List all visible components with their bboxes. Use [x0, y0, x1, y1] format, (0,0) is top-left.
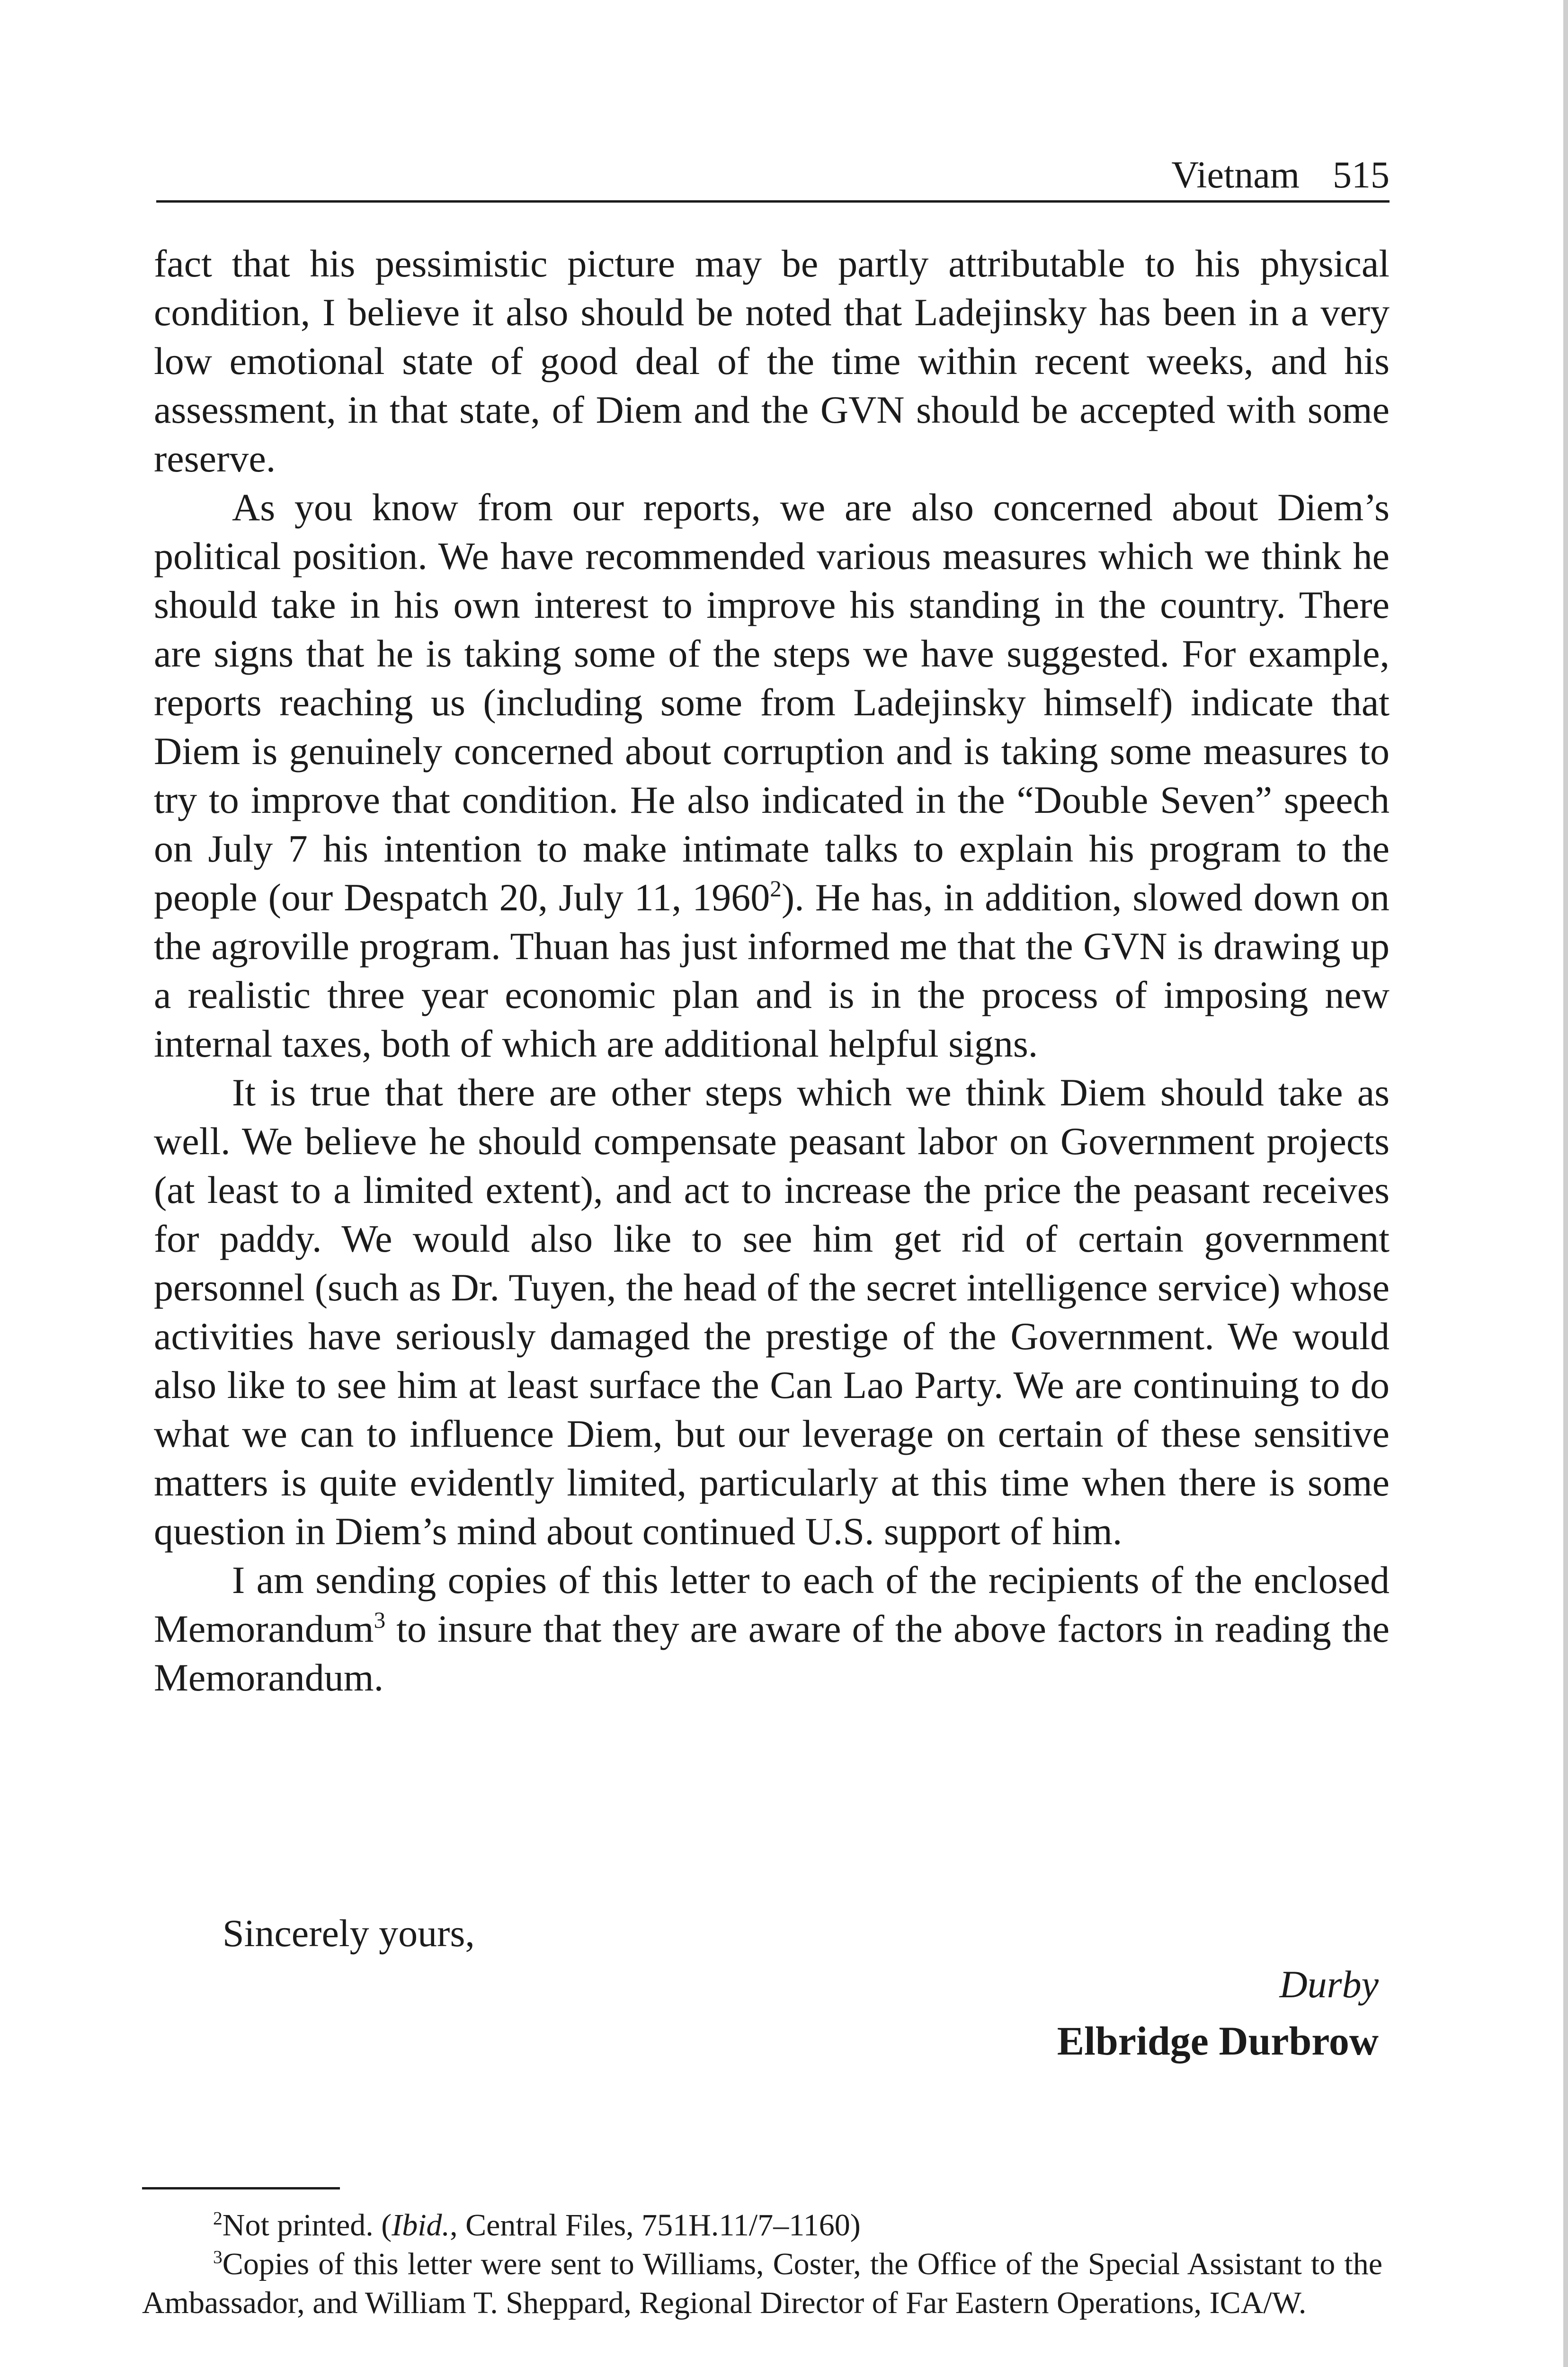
paragraph-4 [154, 1556, 1390, 1702]
letter-body [154, 239, 1390, 1702]
footnote-ref-2: 2 [770, 875, 782, 902]
paragraph-3: It is true that there are other steps which we think Diem should take as well. We believe he should compensate peasant labor on Government projects (at least to a limited extent), and act to increase the price the peasant receives for paddy. We would also like to see him get rid of certain government personnel (such as Dr. Tuyen, the head of the secret intelligence service) whose activities have seriously damaged the prestige of the Government. We would also like to see him at least surface the Can Lao Party. We are continuing to do what we can to influence Diem, but our leverage on certain of these sensitive matters is quite evidently limited, particularly at this time when there is some question in Diem’s mind about continued U.S. support of him. [154, 1071, 1390, 1553]
footnote-2-ibid: Ibid. [392, 2208, 450, 2242]
paragraph-4-text-b: to insure that they are aware of the above factors in reading the Memorandum. [154, 1607, 1390, 1699]
footnote-2-text-a: Not printed. ( [222, 2208, 392, 2242]
header-rule [156, 200, 1390, 203]
running-head-title: Vietnam [1171, 154, 1300, 196]
footnote-2-marker: 2 [213, 2207, 223, 2229]
paragraph-2 [154, 483, 1390, 1068]
footnote-3 [142, 2245, 1382, 2323]
paragraph-1: fact that his pessimistic picture may be partly attributable to his physical condition, I believe it also should be noted that Ladejinsky has been in a very low emotional state of good deal of the time within recent weeks, and his assessment, in that state, of Diem and the GVN should be accepted with some reserve. [154, 242, 1390, 480]
footnote-2 [142, 2206, 1382, 2245]
signer-name: Elbridge Durbrow [1057, 2018, 1379, 2064]
page-edge [1563, 0, 1568, 2367]
paragraph-4-text-a: I am sending copies of this letter to each of the recipients of the enclosed Memorandum [154, 1558, 1390, 1650]
signature: Durby [1279, 1963, 1379, 2006]
footnote-3-marker: 3 [213, 2246, 223, 2268]
paragraph-2-text-a: As you know from our reports, we are also concerned about Diem’s political position. We have recommended various measures which we think he should take in his own interest to improve his standing in the country. There are signs that he is taking some of the steps we have suggested. For example, reports reaching us (including some from Ladejinsky himself) indicate that Diem is genuinely concerned about corruption and is taking some measures to try to improve that condition. He also indicated in the “Double Seven” speech on July 7 his intention to make intimate talks to explain his program to the people (our Despatch 20, July 11, 1960 [154, 486, 1390, 919]
page-number: 515 [1333, 154, 1390, 196]
closing: Sincerely yours, [223, 1912, 475, 1955]
footnote-ref-3: 3 [374, 1607, 386, 1633]
footnotes [142, 2206, 1382, 2323]
running-head [154, 151, 1390, 199]
footnote-2-text-b: , Central Files, 751H.11/7–1160) [450, 2208, 861, 2242]
footnote-3-text: Copies of this letter were sent to Williams, Coster, the Office of the Special Assistant to the Ambassador, and William T. Sheppard, Regional Director of Far Eastern Operations, ICA/W. [142, 2247, 1382, 2320]
paragraph-2-text-b: ). He has, in addition, slowed down on the agroville program. Thuan has just informed me that the GVN is drawing up a realistic three year economic plan and is in the process of imposing new internal taxes, both of which are additional helpful signs. [154, 876, 1390, 1065]
footnote-rule [142, 2187, 340, 2189]
